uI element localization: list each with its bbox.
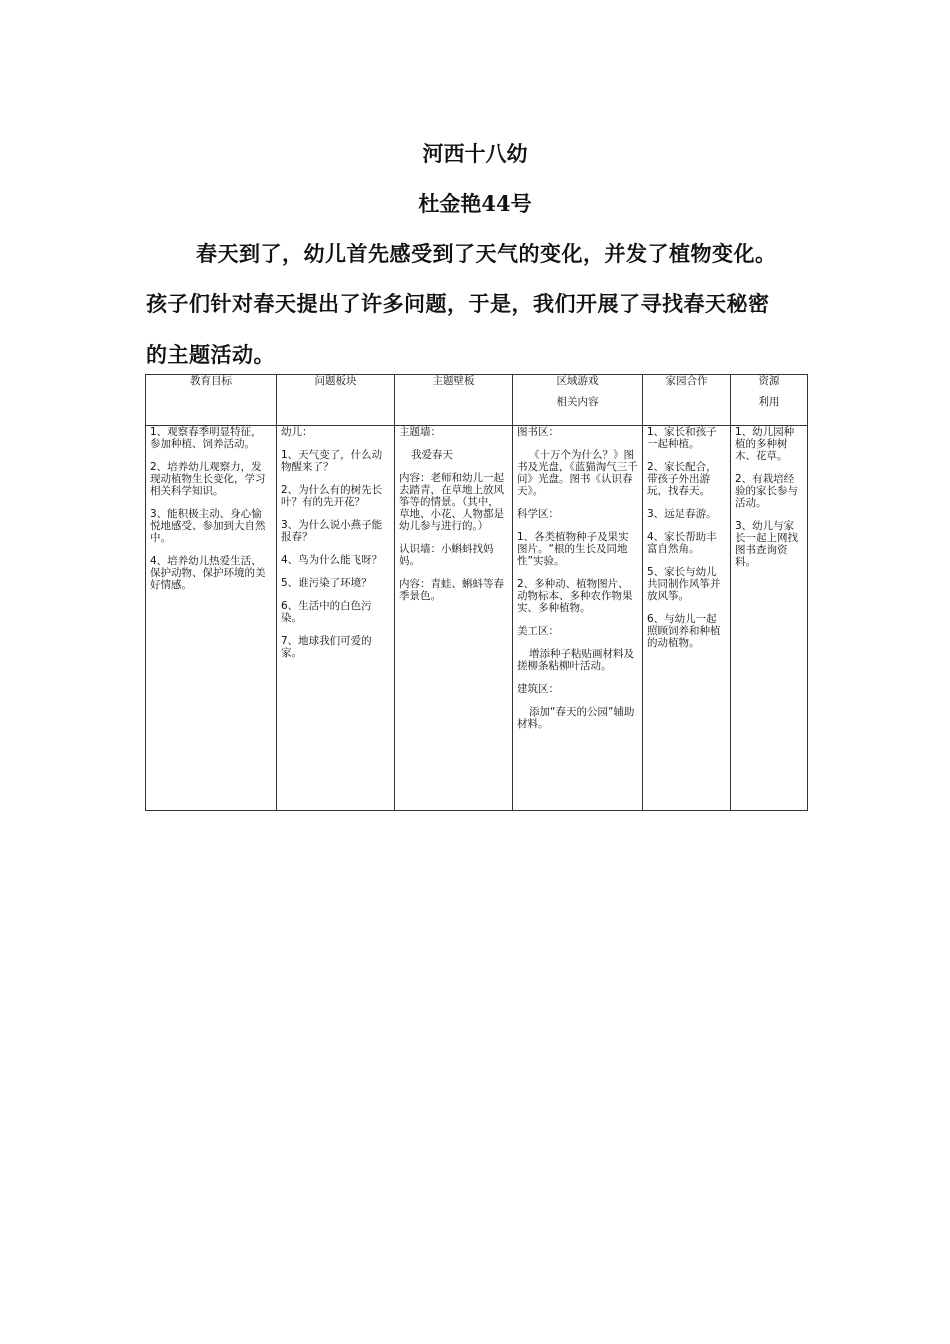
intro-line: 春天到了，幼儿首先感受到了天气的变化，并发了植物变化。 [196,241,777,266]
question-item: 4、鸟为什么能飞呀？ [281,554,383,566]
area-item: 2、多种动、植物图片、动物标本、多种农作物果实、多种植物。 [517,578,633,614]
question-item: 2、为什么有的树先长叶？有的先开花？ [281,484,383,508]
author-title: 杜金艳44号 [418,191,532,216]
goal-item: 2、培养幼儿观察力，发现动植物生长变化，学习相关科学知识。 [150,461,266,497]
coop-item: 4、家长帮助丰富自然角。 [647,531,717,555]
wall-item: 内容：老师和幼儿一起去踏青，在草地上放风筝等的情景。（其中，草地、小花、人物都是幼儿参与进行的。） [399,472,504,532]
area-item: 建筑区： [517,683,559,695]
coop-item: 2、家长配合，带孩子外出游玩，找春天。 [647,461,717,497]
home-cooperation-cell [643,426,731,811]
question-intro: 幼儿： [281,426,313,438]
area-item: 添加“春天的公园”辅助材料。 [517,706,635,730]
header-cell: 主题壁板 [395,375,513,426]
table-body-row [146,426,808,811]
coop-item: 3、远足春游。 [647,508,717,520]
resource-item: 3、幼儿与家长一起上网找图书查询资料。 [735,520,798,568]
wall-item: 认识墙：小蝌蚪找妈妈。 [399,543,494,567]
theme-wall-cell [395,426,513,811]
question-item: 5、谁污染了环境？ [281,577,372,589]
area-item: 图书区： [517,426,559,438]
goal-item: 1、观察春季明显特征，参加种植、饲养活动。 [150,426,262,450]
question-item: 6、生活中的白色污染。 [281,600,372,624]
coop-item: 5、家长与幼儿共同制作风筝并放风筝。 [647,566,721,602]
area-item: 美工区： [517,625,559,637]
intro-line: 孩子们针对春天提出了许多问题，于是，我们开展了寻找春天秘密 [146,291,770,316]
wall-item: 主题墙： [399,426,441,438]
resources-cell [731,426,808,811]
header-cell: 资源 利用 [731,375,808,426]
goal-item: 3、能积极主动、身心愉悦地感受、参加到大自然中。 [150,508,266,544]
header-cell: 家园合作 [643,375,731,426]
header-cell: 教育目标 [146,375,277,426]
resource-item: 2、有栽培经验的家长参与活动。 [735,473,798,509]
area-item: 1、各类植物种子及果实图片。“根的生长及同地性”实验。 [517,531,629,567]
theme-plan-table [145,374,808,811]
wall-item: 我爱春天 [411,449,453,461]
coop-item: 1、家长和孩子一起种植。 [647,426,717,450]
question-block-cell [277,426,395,811]
header-cell: 区域游戏 相关内容 [513,375,643,426]
coop-item: 6、与幼儿一起照顾饲养和种植的动植物。 [647,613,721,649]
education-goals-cell [146,426,277,811]
question-item: 3、为什么说小燕子能报春？ [281,519,383,543]
area-item: 《十万个为什么？》图书及光盘，《蓝猫淘气三千问》光盘。图书《认识春天》。 [517,449,638,497]
question-item: 7、地球我们可爱的家。 [281,635,372,659]
area-item: 科学区： [517,508,559,520]
wall-item: 内容：青蛙、蝌蚪等春季景色。 [399,578,504,602]
school-title: 河西十八幼 [422,141,528,166]
intro-line: 的主题活动。 [146,342,275,367]
table-header-row [146,375,808,426]
resource-item: 1、幼儿园种植的多种树木、花草。 [735,426,795,462]
question-item: 1、天气变了，什么动物醒来了？ [281,449,383,473]
goal-item: 4、培养幼儿热爱生活、保护动物、保护环境的美好情感。 [150,555,266,591]
area-item: 增添种子粘贴画材料及搓柳条粘柳叶活动。 [517,648,634,672]
header-cell: 问题板块 [277,375,395,426]
area-games-cell [513,426,643,811]
